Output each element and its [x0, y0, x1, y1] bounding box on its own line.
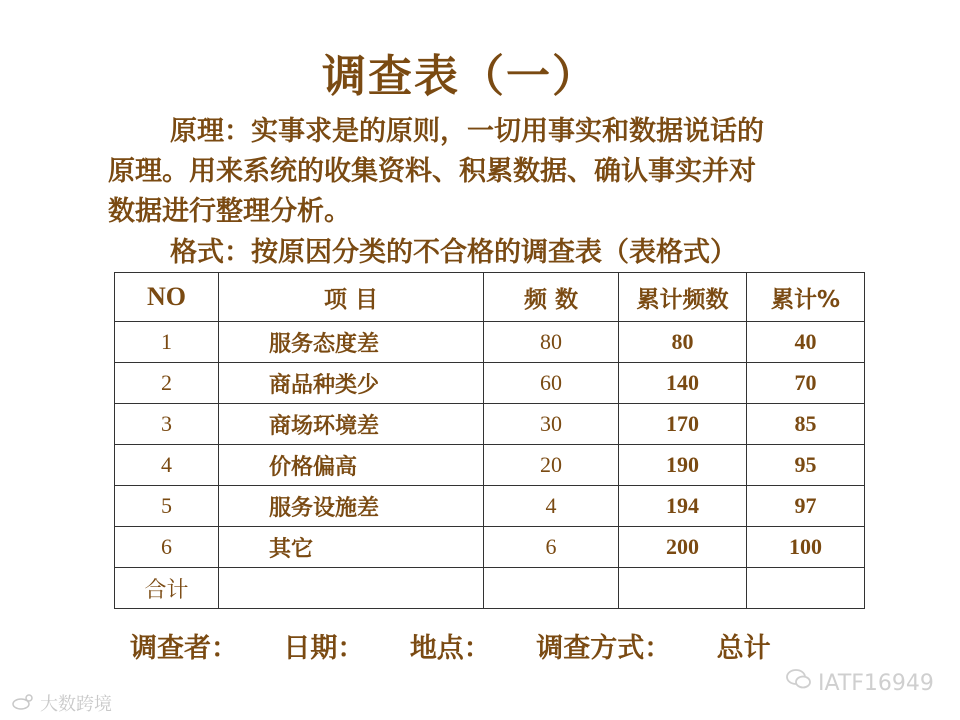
table-total-row	[115, 568, 865, 609]
watermark-left	[12, 690, 112, 716]
wechat-icon	[786, 668, 812, 696]
table-header-row	[115, 273, 865, 322]
row-frequency: 20	[484, 445, 619, 486]
principle-paragraph	[108, 112, 888, 232]
watermark-left-text: 大数跨境	[40, 694, 112, 715]
paragraph-line-3: 数据进行整理分析。	[108, 196, 351, 227]
row-percent: 70	[747, 363, 865, 404]
table-row	[115, 404, 865, 445]
location-label: 地点：	[409, 633, 491, 664]
row-no: 2	[115, 363, 219, 404]
header-cumulative-percent: 累计%	[747, 273, 865, 322]
watermark-right	[786, 668, 934, 696]
row-cumulative: 170	[619, 404, 747, 445]
row-no: 1	[115, 322, 219, 363]
row-frequency: 4	[484, 486, 619, 527]
header-no: NO	[115, 273, 219, 322]
page-title: 调查表（一）	[322, 51, 598, 102]
table-row	[115, 486, 865, 527]
row-frequency: 80	[484, 322, 619, 363]
row-item: 价格偏高	[219, 445, 484, 486]
total-cumulative-cell	[619, 568, 747, 609]
row-cumulative: 140	[619, 363, 747, 404]
header-frequency: 频 数	[484, 273, 619, 322]
row-item: 服务态度差	[219, 322, 484, 363]
row-cumulative: 194	[619, 486, 747, 527]
table-row	[115, 363, 865, 404]
weibo-icon	[12, 694, 34, 715]
row-no: 6	[115, 527, 219, 568]
footer-fields	[130, 626, 807, 665]
table-row	[115, 445, 865, 486]
row-percent: 97	[747, 486, 865, 527]
row-cumulative: 200	[619, 527, 747, 568]
row-frequency: 30	[484, 404, 619, 445]
row-cumulative: 80	[619, 322, 747, 363]
total-percent-cell	[747, 568, 865, 609]
header-item: 项 目	[219, 273, 484, 322]
paragraph-line-1: 原理：实事求是的原则，一切用事实和数据说话的	[170, 116, 764, 147]
investigator-label: 调查者：	[130, 633, 238, 664]
survey-table	[114, 272, 865, 609]
date-label: 日期：	[283, 633, 365, 664]
row-no: 4	[115, 445, 219, 486]
row-item: 商场环境差	[219, 404, 484, 445]
row-percent: 100	[747, 527, 865, 568]
total-item-cell	[219, 568, 484, 609]
format-description: 格式：按原因分类的不合格的调查表（表格式）	[170, 237, 737, 268]
row-no: 5	[115, 486, 219, 527]
total-label-footer: 总计	[716, 633, 771, 664]
row-percent: 40	[747, 322, 865, 363]
row-item: 商品种类少	[219, 363, 484, 404]
total-label: 合计	[115, 568, 219, 609]
row-no: 3	[115, 404, 219, 445]
row-item: 服务设施差	[219, 486, 484, 527]
row-frequency: 6	[484, 527, 619, 568]
row-item: 其它	[219, 527, 484, 568]
method-label: 调查方式：	[536, 633, 672, 664]
paragraph-line-2: 原理。用来系统的收集资料、积累数据、确认事实并对	[108, 156, 756, 187]
header-cumulative-frequency: 累计频数	[619, 273, 747, 322]
watermark-right-text: IATF16949	[818, 671, 934, 696]
row-percent: 85	[747, 404, 865, 445]
table-row	[115, 322, 865, 363]
total-frequency-cell	[484, 568, 619, 609]
row-percent: 95	[747, 445, 865, 486]
row-frequency: 60	[484, 363, 619, 404]
table-row	[115, 527, 865, 568]
row-cumulative: 190	[619, 445, 747, 486]
